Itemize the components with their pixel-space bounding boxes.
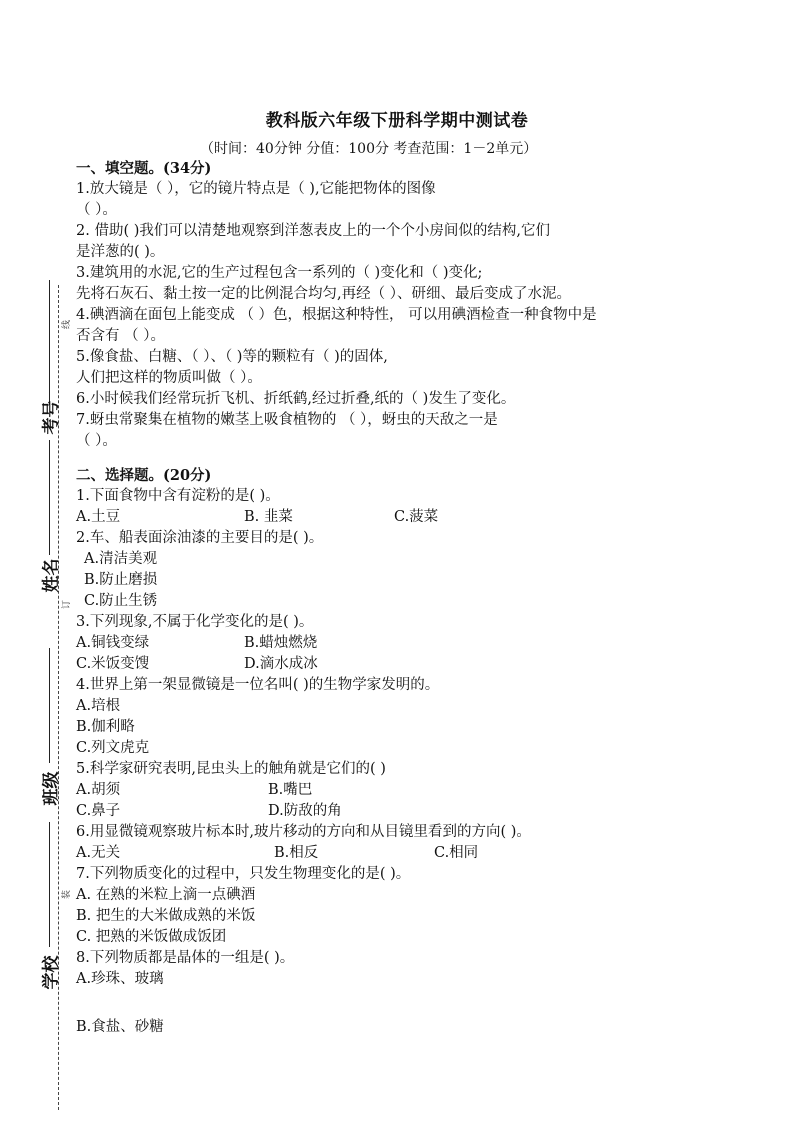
margin-label-name: 姓名 bbox=[41, 558, 62, 593]
question-8-stem: 8.下列物质都是晶体的一组是( )。 bbox=[76, 950, 295, 966]
option-a: A.胡须 bbox=[76, 782, 121, 798]
fill-line: 5.像食盐、白糖、（ ）、（ )等的颗粒有（ )的固体, bbox=[76, 349, 388, 365]
option-b: B. 韭菜 bbox=[244, 509, 293, 525]
fill-line: 7.蚜虫常聚集在植物的嫩茎上吸食植物的 （ ），蚜虫的天敌之一是 bbox=[76, 412, 498, 428]
margin-mark-line: 线 bbox=[62, 319, 73, 330]
option-c: C.列文虎克 bbox=[76, 740, 150, 756]
option-c: C.菠菜 bbox=[394, 509, 439, 525]
question-6-stem: 6.用显微镜观察玻片标本时,玻片移动的方向和从目镜里看到的方向( )。 bbox=[76, 824, 531, 840]
fill-line: 是洋葱的( )。 bbox=[76, 244, 165, 260]
option-a: A.清洁美观 bbox=[84, 551, 158, 567]
option-c: C.鼻子 bbox=[76, 803, 121, 819]
fill-line: 6.小时候我们经常玩折飞机、折纸鹤,经过折叠,纸的（ )发生了变化。 bbox=[76, 391, 516, 407]
option-c: C.防止生锈 bbox=[84, 593, 158, 609]
option-b: B.相反 bbox=[274, 845, 319, 861]
fill-line: （ ）。 bbox=[76, 202, 117, 218]
page-title: 教科版六年级下册科学期中测试卷 bbox=[265, 111, 529, 131]
option-b: B. 把生的大米做成熟的米饭 bbox=[76, 908, 256, 924]
option-a: A. 在熟的米粒上滴一点碘酒 bbox=[76, 887, 256, 903]
option-c: C. 把熟的米饭做成饭团 bbox=[76, 929, 227, 945]
option-b: B.嘴巴 bbox=[268, 782, 313, 798]
margin-mark-order: 订 bbox=[62, 599, 73, 610]
margin-label-class: 班级 bbox=[41, 771, 62, 806]
fill-line: 4.碘酒滴在面包上能变成 （ ）色，根据这种特性， 可以用碘酒检查一种食物中是 bbox=[76, 307, 597, 323]
fill-line: （ ）。 bbox=[76, 433, 117, 449]
option-c: C.米饭变馊 bbox=[76, 656, 150, 672]
margin-label-school: 学校 bbox=[41, 955, 62, 990]
margin-label-exam-number: 考号 bbox=[41, 400, 62, 435]
exam-content bbox=[76, 158, 702, 1038]
option-b: B.伽利略 bbox=[76, 719, 135, 735]
question-2-stem: 2.车、船表面涂油漆的主要目的是( )。 bbox=[76, 530, 324, 546]
margin-line-class bbox=[49, 648, 50, 763]
question-1-stem: 1.下面食物中含有淀粉的是( )。 bbox=[76, 488, 280, 504]
option-a: A.培根 bbox=[76, 698, 121, 714]
section1-heading: 一、填空题。(34分) bbox=[76, 160, 212, 177]
fill-line: 2. 借助( )我们可以清楚地观察到洋葱表皮上的一个个小房间似的结构,它们 bbox=[76, 223, 550, 239]
question-3-options-ab bbox=[76, 633, 702, 654]
option-b: B.蜡烛燃烧 bbox=[244, 635, 318, 651]
option-c: C.相同 bbox=[434, 845, 479, 861]
fill-line: 先将石灰石、黏土按一定的比例混合均匀,再经（ ）、研细、最后变成了水泥。 bbox=[76, 286, 571, 302]
question-7-stem: 7.下列物质变化的过程中，只发生物理变化的是( )。 bbox=[76, 866, 411, 882]
fill-line: 人们把这样的物质叫做（ ）。 bbox=[76, 370, 262, 386]
page-subtitle: （时间：40分钟 分值：100分 考查范围：1－2单元） bbox=[200, 141, 538, 157]
fill-line: 否含有 （ ）。 bbox=[76, 328, 165, 344]
question-5-stem: 5.科学家研究表明,昆虫头上的触角就是它们的( ) bbox=[76, 761, 386, 777]
question-6-options bbox=[76, 843, 702, 864]
margin-mark-bind: 装 bbox=[62, 889, 73, 900]
margin-line-name bbox=[49, 440, 50, 555]
question-1-options bbox=[76, 507, 702, 528]
question-3-stem: 3.下列现象,不属于化学变化的是( )。 bbox=[76, 614, 314, 630]
option-a: A.无关 bbox=[76, 845, 121, 861]
section2-heading: 二、选择题。(20分) bbox=[76, 467, 212, 484]
option-b: B.食盐、砂糖 bbox=[76, 1019, 164, 1035]
margin-line-school bbox=[49, 822, 50, 947]
option-b: B.防止磨损 bbox=[84, 572, 158, 588]
fill-line: 1.放大镜是（ ），它的镜片特点是（ ),它能把物体的图像 bbox=[76, 181, 436, 197]
question-4-stem: 4.世界上第一架显微镜是一位名叫( )的生物学家发明的。 bbox=[76, 677, 440, 693]
question-3-options-cd bbox=[76, 654, 702, 675]
option-a: A.珍珠、玻璃 bbox=[76, 971, 164, 987]
option-a: A.土豆 bbox=[76, 509, 121, 525]
question-5-options-cd bbox=[76, 801, 702, 822]
fill-line: 3.建筑用的水泥,它的生产过程包含一系列的（ )变化和（ )变化; bbox=[76, 265, 483, 281]
option-d: D.防敌的角 bbox=[268, 803, 342, 819]
question-5-options-ab bbox=[76, 780, 702, 801]
option-d: D.滴水成冰 bbox=[244, 656, 318, 672]
margin-line-exam-number bbox=[49, 280, 50, 405]
option-a: A.铜钱变绿 bbox=[76, 635, 150, 651]
